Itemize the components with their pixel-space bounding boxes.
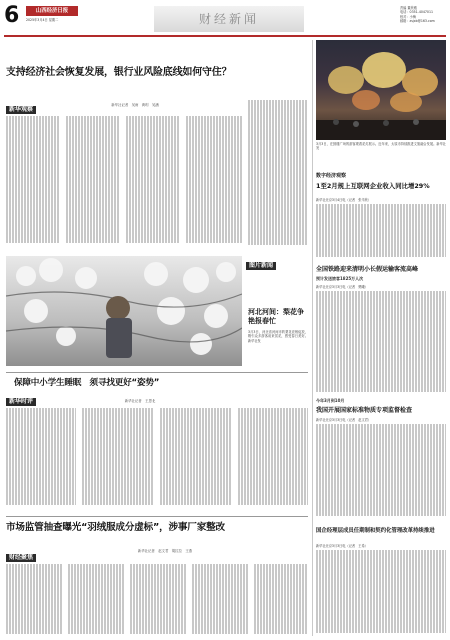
page-number: 6	[4, 3, 20, 28]
main-byline: 新华社记者 吴雨 黄玥 吴涵	[111, 103, 159, 107]
proofreader: 校对：小梅	[400, 14, 416, 19]
main-story-col-4	[186, 116, 242, 248]
main-story-col-1	[6, 116, 60, 248]
bottom-col-3	[130, 564, 186, 634]
bottom-col-2	[68, 564, 124, 634]
right-column-divider	[312, 40, 313, 636]
lantern-scene-illustration	[316, 40, 446, 140]
commentary-col-2	[82, 408, 154, 505]
masthead-rule	[4, 35, 446, 37]
bottom-col-5	[254, 564, 308, 634]
commentary-col-4	[238, 408, 308, 505]
bottom-rule	[6, 516, 308, 517]
editor-info	[400, 6, 448, 23]
photo-news-title: 河北河间：梨花争艳报春忙	[248, 308, 304, 325]
main-section-label: 新华观察	[6, 106, 36, 114]
commentary-col-3	[160, 408, 232, 505]
commentary-headline: 保障中小学生睡眠 须寻找更好“姿势”	[14, 378, 160, 388]
commentary-col-1	[6, 408, 76, 505]
bottom-col-1	[6, 564, 62, 634]
editor: 责编 董欣雅	[400, 6, 417, 10]
commentary-body	[6, 408, 308, 512]
main-headline: 支持经济社会恢复发展，银行业风险底线如何守住？	[6, 67, 232, 78]
pear-blossom-illustration	[6, 256, 242, 366]
date-line: 2025年3月4日 星期二	[26, 18, 59, 22]
section-title: 财经新闻	[198, 12, 259, 26]
commentary-byline: 新华社记者 王思北	[124, 399, 156, 403]
top-right-photo	[316, 40, 446, 140]
mid-rule	[6, 372, 308, 373]
right-story4-byline: 新华社北京3月3日电（记者 王希）	[316, 544, 368, 548]
main-story-col-2	[66, 116, 120, 248]
right-story2-body	[316, 291, 446, 393]
right-story3-label: 今年3月到10月	[316, 398, 345, 403]
main-story-col-5	[248, 100, 308, 250]
photo-news-label: 图片新闻	[246, 262, 276, 270]
main-story-body	[6, 116, 242, 248]
right-story1-headline: 1至2月规上互联网企业收入同比增29%	[316, 182, 430, 190]
section-title-band	[154, 6, 304, 32]
right-column-header: 数字经济观察	[316, 173, 347, 179]
paper-name: 山西经济日报	[26, 6, 78, 16]
right-story3-headline: 我国开展国家标准物质专项监督检查	[316, 407, 413, 414]
right-story3-body	[316, 424, 446, 518]
bottom-label: 财经聚焦	[6, 554, 36, 562]
right-story4-headline: 国企经理层成员任期制和契约化管理改革持续推进	[316, 528, 435, 534]
photo-news-caption: 3月3日，河北省河间市的梨花竞相绽放，吸引众多游客前来赏花，感受春日美好。新华社发	[248, 330, 308, 343]
right-story1-body	[316, 204, 446, 258]
pear-blossom-photo	[6, 256, 242, 366]
top-right-photo-caption: 3月3日，在鼓楼广场的游客观看花灯展示。近年来，太原市持续推进文旅融合发展。新华社发	[316, 142, 446, 151]
email: 邮箱：zsjxb@163.com	[400, 18, 435, 23]
bottom-body	[6, 564, 308, 636]
bottom-headline: 市场监管抽查曝光“羽绒服成分虚标”，涉事厂家整改	[6, 522, 225, 533]
right-story3-byline: 新华社北京3月3日电（记者 赵文君）	[316, 418, 372, 422]
main-story-col-3	[126, 116, 180, 248]
right-story2-sub: 预计发送旅客1825万人次	[316, 276, 364, 281]
right-story4-body	[316, 550, 446, 636]
bottom-byline: 新华社记者 赵文君 胡拉拉 王燕	[137, 549, 193, 553]
right-story2-byline: 新华社北京3月3日电（记者 樊曦）	[316, 285, 368, 289]
editor-phone: 电话：0351-4047011	[400, 10, 434, 15]
bottom-col-4	[192, 564, 248, 634]
right-story2-headline: 全国铁路迎来清明小长假运输客流高峰	[316, 266, 419, 273]
right-story1-byline: 新华社北京3月4日电（记者 张辛欣）	[316, 198, 372, 202]
commentary-label: 新华时评	[6, 398, 36, 406]
